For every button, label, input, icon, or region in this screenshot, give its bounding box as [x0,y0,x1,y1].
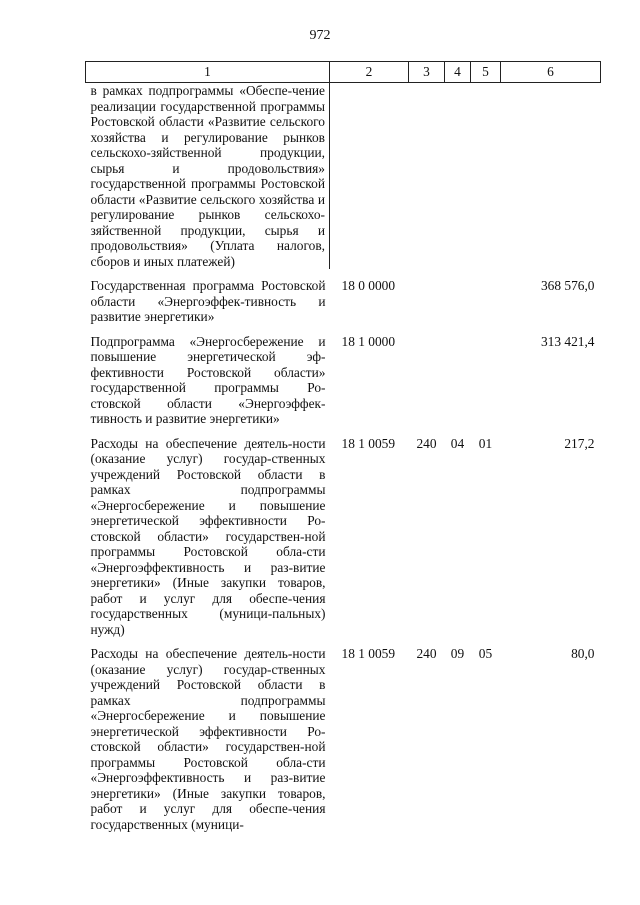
row-description: Расходы на обеспечение деятель-ности (оказание услуг) государ-ственных учреждений Ростовской области в рамках подпрограммы «Энергосбережение и повышение энергетической эффективности Ро-стовской области» государствен-ной программы Ростовской обла-сти «Энергоэффективность и раз-витие энергетики» (Иные закупки товаров, работ и услуг для обеспе-чения государственных (муници- [90,646,326,832]
table-row [86,325,601,427]
row-pr [471,83,501,270]
row-vr: 240 [416,646,437,661]
row-rz [445,325,471,427]
header-col-4: 4 [445,62,471,83]
table-row [86,637,601,832]
row-code: 18 1 0059 [341,646,396,661]
header-col-3: 3 [409,62,445,83]
row-description: в рамках подпрограммы «Обеспе-чение реализации государственной программы Ростовской области «Развитие сельского хозяйства и регулирование рынков сельскохо-зяйственной продукции, сырья и продовольствия» государственной программы Ростовской области «Развитие сельского хозяйства и регулирование рынков сельскохо-зяйственной продукции, сырья и продовольствия» (Уплата налогов, сборов и иных платежей) [86,83,330,270]
row-amount: 217,2 [564,435,595,451]
row-amount [501,83,601,270]
row-rz [445,269,471,325]
row-pr: 05 [478,646,493,661]
row-code: 18 1 0059 [341,435,396,451]
row-pr: 01 [478,435,493,451]
table-row [86,427,601,638]
table-body [86,83,601,833]
header-row [86,62,601,83]
table-header [86,62,601,83]
row-code: 18 1 0000 [341,333,396,349]
header-col-1: 1 [86,62,330,83]
page-number: 972 [309,28,331,43]
row-rz: 04 [450,435,465,451]
row-description: Расходы на обеспечение деятель-ности (оказание услуг) государ-ственных учреждений Ростовской области в рамках подпрограммы «Энергосбережение и повышение энергетической эффективности Ро-стовской области» государствен-ной программы Ростовской обла-сти «Энергоэффективность и раз-витие энергетики» (Иные закупки товаров, работ и услуг для обеспе-чения государственных (муници-пальных) нужд) [90,435,326,637]
budget-table [85,61,601,832]
header-col-5: 5 [471,62,501,83]
row-rz: 09 [450,646,465,661]
row-code: 18 0 0000 [341,278,396,293]
row-vr: 240 [416,435,437,451]
row-pr [471,269,501,325]
header-col-2: 2 [330,62,409,83]
row-description: Государственная программа Ростовской области «Энергоэффек-тивность и развитие энергетики» [90,278,326,324]
row-vr [409,269,445,325]
table-row [86,83,601,270]
row-vr [409,325,445,427]
row-amount: 313 421,4 [540,333,595,349]
row-rz [445,83,471,270]
row-code [330,83,409,270]
row-pr [471,325,501,427]
row-vr [409,83,445,270]
row-amount: 80,0 [571,646,595,661]
table-row [86,269,601,325]
row-description: Подпрограмма «Энергосбережение и повышение энергетической эф-фективности Ростовской области» государственной программы Ро-стовской области «Энергоэффек-тивность и развитие энергетики» [90,333,326,426]
row-amount: 368 576,0 [540,278,595,293]
header-col-6: 6 [501,62,601,83]
